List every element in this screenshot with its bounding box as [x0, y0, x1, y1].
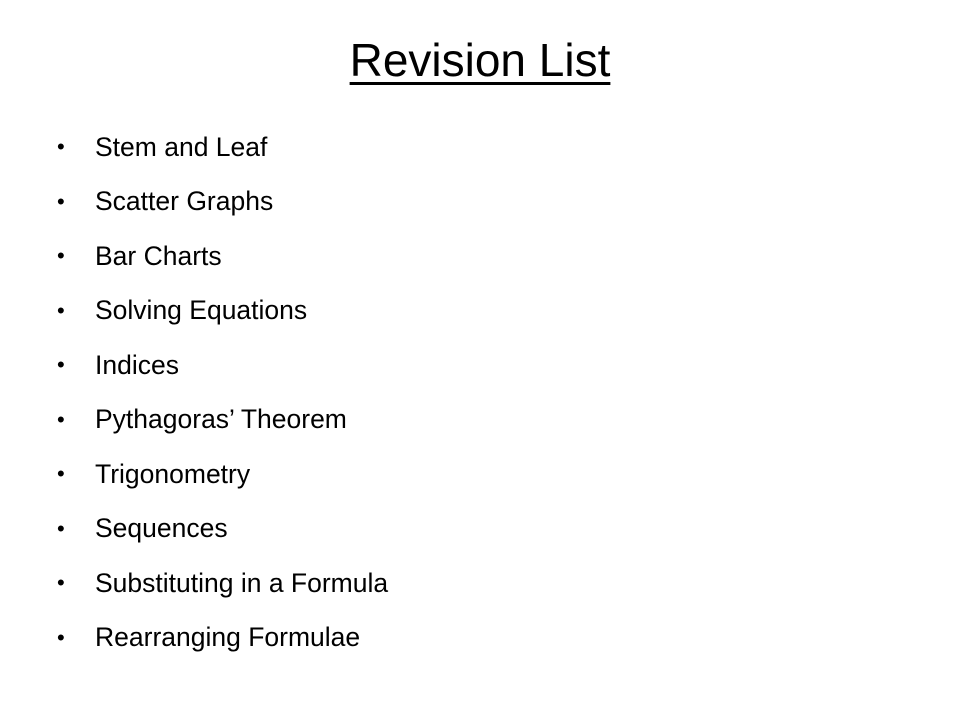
list-item-label: Scatter Graphs	[95, 186, 274, 217]
list-item	[57, 120, 917, 175]
bullet-icon: •	[57, 134, 65, 160]
list-item	[57, 229, 917, 284]
revision-topic-list	[57, 120, 917, 665]
bullet-icon: •	[57, 624, 65, 650]
bullet-icon: •	[57, 243, 65, 269]
list-item-label: Trigonometry	[95, 458, 251, 489]
list-item-label: Solving Equations	[95, 295, 308, 326]
bullet-icon: •	[57, 515, 65, 541]
list-item	[57, 556, 917, 611]
list-item-label: Indices	[95, 349, 179, 380]
list-item	[57, 338, 917, 393]
list-item	[57, 284, 917, 339]
list-item	[57, 502, 917, 557]
slide-title: Revision List	[349, 34, 611, 86]
list-item-label: Substituting in a Formula	[95, 567, 389, 598]
bullet-icon: •	[57, 352, 65, 378]
bullet-icon: •	[57, 461, 65, 487]
bullet-icon: •	[57, 188, 65, 214]
list-item	[57, 447, 917, 502]
list-item	[57, 175, 917, 230]
list-item	[57, 611, 917, 666]
list-item-label: Stem and Leaf	[95, 131, 268, 162]
bullet-icon: •	[57, 406, 65, 432]
list-item	[57, 393, 917, 448]
bullet-icon: •	[57, 570, 65, 596]
list-item-label: Pythagoras’ Theorem	[95, 404, 347, 435]
list-item-label: Rearranging Formulae	[95, 622, 361, 653]
list-item-label: Sequences	[95, 513, 228, 544]
bullet-icon: •	[57, 297, 65, 323]
list-item-label: Bar Charts	[95, 240, 222, 271]
